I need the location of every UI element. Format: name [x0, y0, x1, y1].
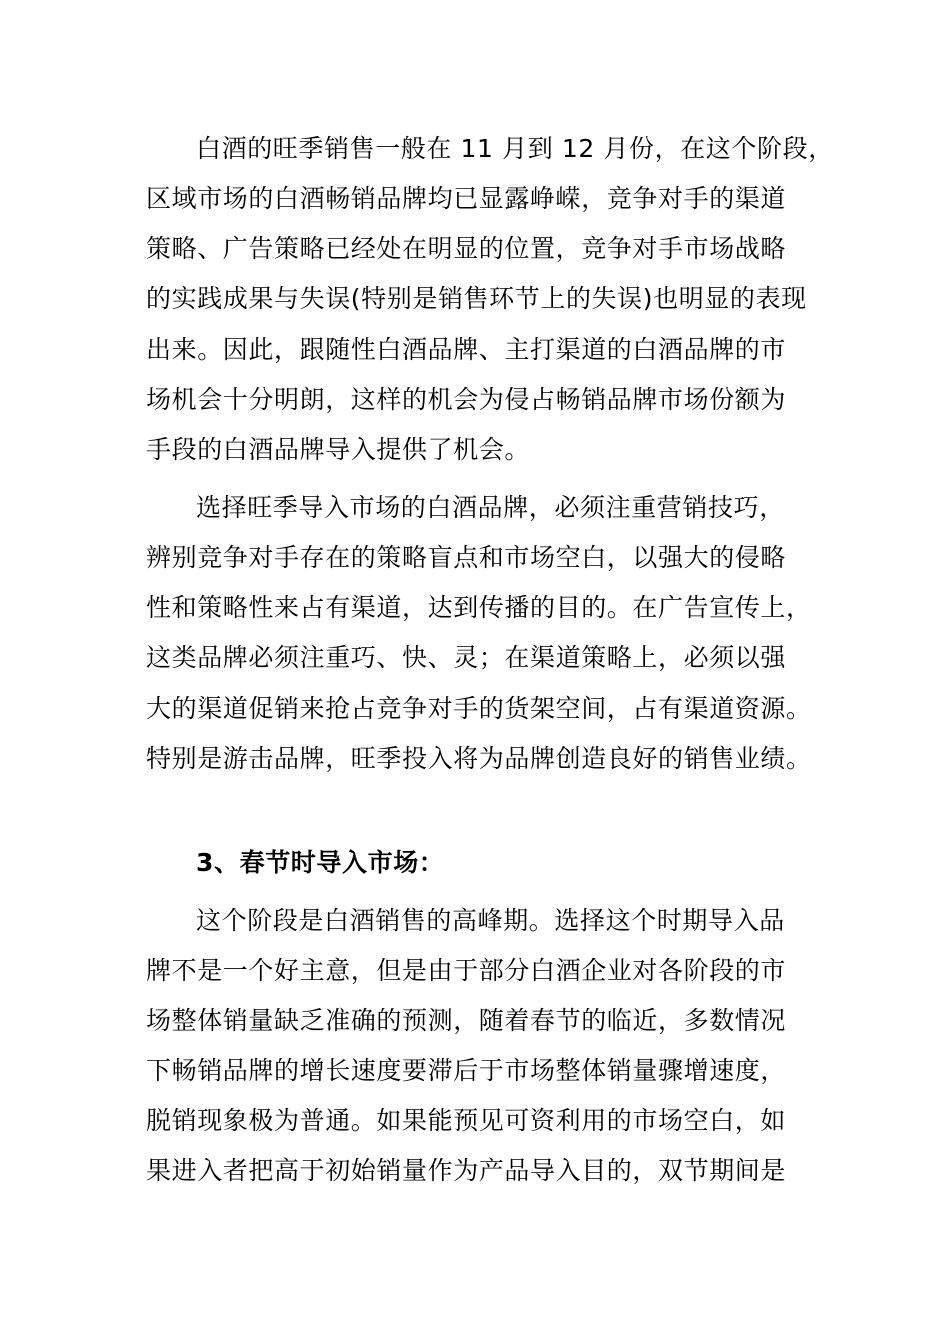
paragraph-3-line-5: 脱销现象极为普通。如果能预见可资利用的市场空白，如 [146, 1106, 787, 1135]
paragraph-2-line-3: 性和策略性来占有渠道，达到传播的目的。在广告宣传上， [146, 593, 812, 622]
paragraph-3-line-2: 牌不是一个好主意，但是由于部分白酒企业对各阶段的市 [146, 956, 787, 985]
paragraph-2-line-2: 辨别竞争对手存在的策略盲点和市场空白，以强大的侵略 [146, 543, 787, 572]
paragraph-1-line-5: 出来。因此，跟随性白酒品牌、主打渠道的白酒品牌的市 [146, 335, 787, 364]
paragraph-1-line-7: 手段的白酒品牌导入提供了机会。 [146, 435, 531, 464]
paragraph-3-line-3: 场整体销量缺乏准确的预测，随着春节的临近，多数情况 [146, 1006, 787, 1035]
section-heading: 3、春节时导入市场： [196, 848, 445, 877]
paragraph-3-line-1: 这个阶段是白酒销售的高峰期。选择这个时期导入品 [196, 906, 785, 935]
paragraph-2-line-4: 这类品牌必须注重巧、快、灵；在渠道策略上，必须以强 [146, 643, 787, 672]
paragraph-3-line-6: 果进入者把高于初始销量作为产品导入目的，双节期间是 [146, 1156, 787, 1185]
paragraph-1-line-2: 区域市场的白酒畅销品牌均已显露峥嵘，竞争对手的渠道 [146, 184, 787, 213]
paragraph-1-line-3: 策略、广告策略已经处在明显的位置，竞争对手市场战略 [146, 234, 787, 263]
paragraph-3-line-4: 下畅销品牌的增长速度要滞后于市场整体销量骤增速度， [146, 1056, 787, 1085]
paragraph-1-line-4: 的实践成果与失误(特别是销售环节上的失误)也明显的表现 [146, 284, 807, 313]
paragraph-2-line-5: 大的渠道促销来抢占竞争对手的货架空间，占有渠道资源。 [146, 694, 812, 723]
paragraph-2-line-6: 特别是游击品牌，旺季投入将为品牌创造良好的销售业绩。 [146, 744, 812, 773]
paragraph-1-line-6: 场机会十分明朗，这样的机会为侵占畅销品牌市场份额为 [146, 385, 787, 414]
paragraph-2-line-1: 选择旺季导入市场的白酒品牌，必须注重营销技巧， [196, 493, 785, 522]
paragraph-1-line-1: 白酒的旺季销售一般在 11 月到 12 月份，在这个阶段， [196, 134, 834, 163]
